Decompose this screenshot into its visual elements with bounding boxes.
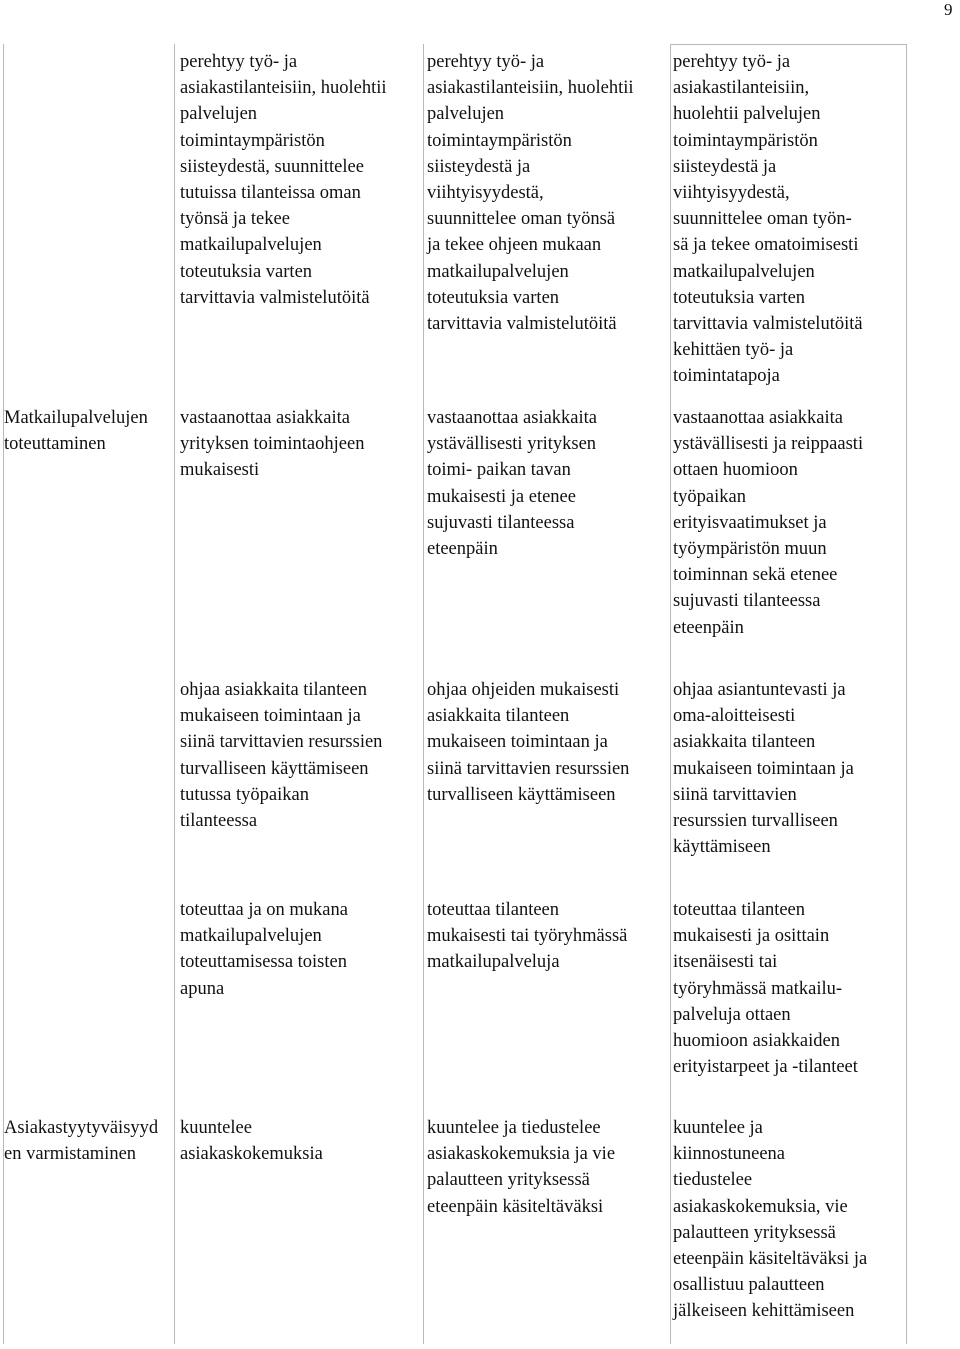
row5-col3-cell: kuuntelee ja kiinnostuneena tiedustelee asiakaskokemuksia, vie palautteen yrityksessä eteenpäin käsiteltäväksi ja osallistuu palautteen jälkeiseen kehittämiseen	[673, 1118, 868, 1322]
row2-col2-cell: vastaanottaa asiakkaita ystävällisesti yrityksen toimi- paikan tavan mukaisesti ja etenee sujuvasti tilanteessa eteenpäin	[427, 408, 598, 560]
column-divider-3	[670, 44, 671, 1344]
table-border-right	[906, 44, 907, 1344]
section-label-asiakastyytyvaisyyden: Asiakastyytyväisyyd en varmistaminen	[4, 1118, 159, 1165]
row3-col3-cell: ohjaa asiantuntevasti ja oma-aloitteisesti asiakkaita tilanteen mukaiseen toimintaan ja siinä tarvittavien resurssien turvalliseen käyttämiseen	[673, 680, 854, 858]
row1-col1-cell: perehtyy työ- ja asiakastilanteisiin, huolehtii palvelujen toimintaympäristön siisteydestä, suunnittelee tutuissa tilanteissa oman työnsä ja tekee matkailupalvelujen toteutuksia varten tarvittavia valmistelutöitä	[180, 52, 387, 308]
row3-col2-cell: ohjaa ohjeiden mukaisesti asiakkaita tilanteen mukaiseen toimintaan ja siinä tarvittavien resurssien turvalliseen käyttämiseen	[427, 680, 630, 805]
page-number: 9	[944, 0, 953, 19]
column-divider-2	[423, 44, 424, 1344]
row4-col3-cell: toteuttaa tilanteen mukaisesti ja osittain itsenäisesti tai työryhmässä matkailu- palveluja ottaen huomioon asiakkaiden erityistarpeet ja -tilanteet	[673, 900, 858, 1078]
row4-col2-cell: toteuttaa tilanteen mukaisesti tai työryhmässä matkailupalveluja	[427, 900, 628, 973]
row3-col1-cell: ohjaa asiakkaita tilanteen mukaiseen toimintaan ja siinä tarvittavien resurssien turvalliseen käyttämiseen tutussa työpaikan tilanteessa	[180, 680, 383, 832]
row5-col1-cell: kuuntelee asiakaskokemuksia	[180, 1118, 323, 1165]
row1-col3-cell: perehtyy työ- ja asiakastilanteisiin, huolehtii palvelujen toimintaympäristön siisteydestä ja viihtyisyydestä, suunnittelee oman työn- sä ja tekee omatoimisesti matkailupalvelujen toteutuksia varten tarvittavia valmistelutöitä kehittäen työ- ja toimintatapoja	[673, 52, 863, 387]
row2-col1-cell: vastaanottaa asiakkaita yrityksen toimintaohjeen mukaisesti	[180, 408, 365, 481]
row1-col2-cell: perehtyy työ- ja asiakastilanteisiin, huolehtii palvelujen toimintaympäristön siisteydestä ja viihtyisyydestä, suunnittelee oman työnsä ja tekee ohjeen mukaan matkailupalvelujen toteutuksia varten tarvittavia valmistelutöitä	[427, 52, 634, 335]
row4-col1-cell: toteuttaa ja on mukana matkailupalvelujen toteuttamisessa toisten apuna	[180, 900, 348, 999]
row5-col2-cell: kuuntelee ja tiedustelee asiakaskokemuksia ja vie palautteen yrityksessä eteenpäin käsiteltäväksi	[427, 1118, 616, 1217]
column-divider-1	[174, 44, 175, 1344]
table-top-border	[670, 44, 906, 45]
section-label-matkailupalvelujen: Matkailupalvelujen toteuttaminen	[4, 408, 148, 455]
row2-col3-cell: vastaanottaa asiakkaita ystävällisesti ja reippaasti ottaen huomioon työpaikan erityisvaatimukset ja työympäristön muun toiminnan sekä etenee sujuvasti tilanteessa eteenpäin	[673, 408, 864, 638]
